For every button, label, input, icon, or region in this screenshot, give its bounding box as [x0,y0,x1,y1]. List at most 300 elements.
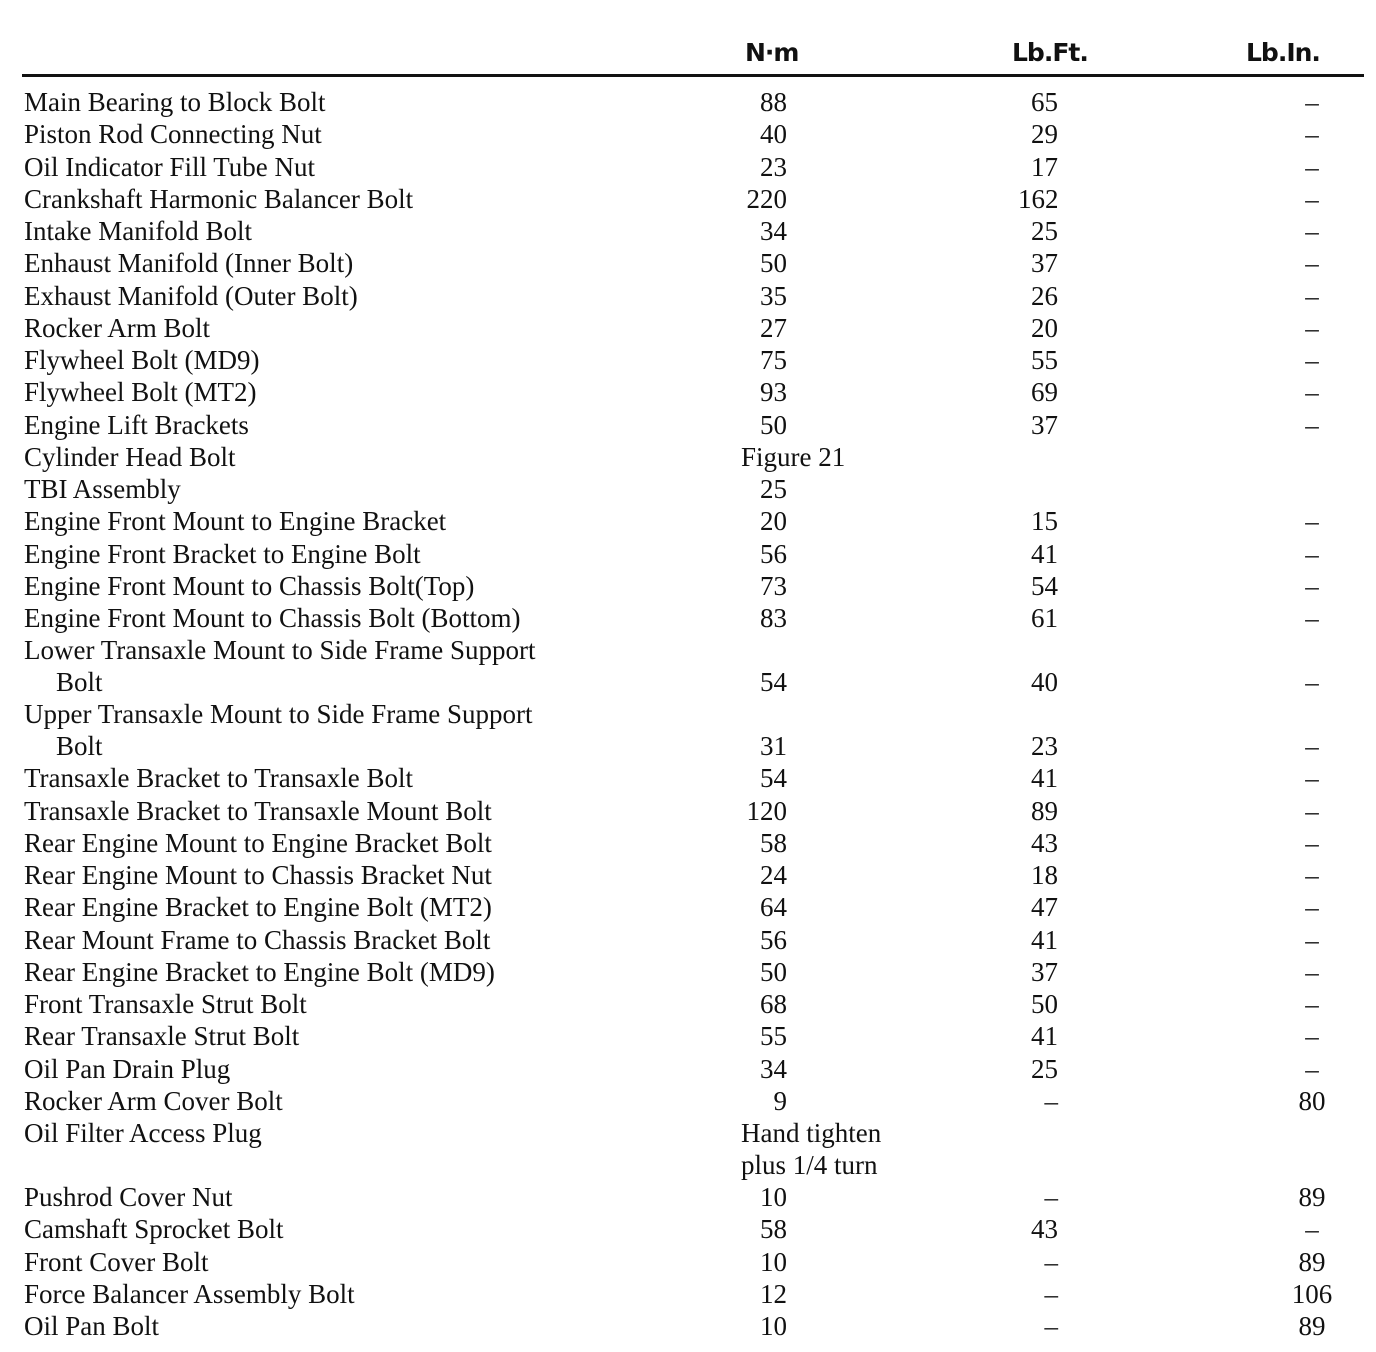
torque-nm-cell [724,473,1018,505]
torque-nm-cell [724,247,1018,279]
torque-lbft-value: 17 [1031,151,1058,182]
torque-lbft-value: 37 [1031,248,1058,279]
torque-lbft-cell [1018,762,1252,794]
torque-lbin-cell [1252,183,1372,215]
torque-nm-note: Hand tighten [741,1118,882,1148]
table-row [24,634,1372,698]
fastener-description [24,409,724,441]
table-row [24,473,1372,505]
torque-lbin-value: – [1305,1053,1319,1084]
torque-lbin-cell [1252,1020,1372,1052]
torque-lbft-value: 41 [1031,924,1058,955]
table-row [24,247,1372,279]
fastener-description-text: Rocker Arm Bolt [24,312,210,343]
torque-lbin-cell [1252,247,1372,279]
torque-lbft-cell [1018,344,1252,376]
torque-nm-cell [724,1020,1018,1052]
fastener-description-text: Rear Engine Bracket to Engine Bolt (MT2) [24,892,492,923]
table-row [24,1310,1372,1342]
fastener-description-text: Enhaust Manifold (Inner Bolt) [24,248,354,279]
torque-lbin-value: 89 [1298,1246,1326,1277]
torque-lbft-cell [1018,312,1252,344]
torque-nm-value: 56 [760,538,787,569]
torque-lbin-cell [1252,538,1372,570]
torque-lbin-value: 80 [1298,1085,1326,1116]
torque-nm-value: 20 [760,506,787,537]
torque-lbft-value: 37 [1031,956,1058,987]
table-row [24,376,1372,408]
torque-lbft-value: – [1044,1085,1058,1116]
torque-lbin-cell [1252,151,1372,183]
fastener-description-text: Intake Manifold Bolt [24,216,252,246]
fastener-description-text: Rocker Arm Cover Bolt [24,1085,283,1116]
torque-nm-cell [724,312,1018,344]
torque-lbin-value: – [1305,409,1319,440]
torque-lbft-value: – [1044,1278,1058,1309]
fastener-description [24,1213,724,1245]
torque-nm-cell [724,183,1018,215]
table-row [24,762,1372,794]
torque-lbin-value: – [1305,603,1319,633]
torque-lbft-value: 61 [1031,603,1058,633]
torque-lbin-cell [1252,762,1372,794]
torque-nm-value: 54 [760,667,787,698]
torque-lbft-cell [1018,1117,1252,1181]
table-row [24,698,1372,762]
table-row [24,538,1372,570]
torque-lbft-cell [1018,1213,1252,1245]
torque-nm-cell [724,1213,1018,1245]
torque-lbft-value: 54 [1031,570,1058,601]
torque-lbin-value: – [1305,216,1319,246]
torque-lbft-cell [1018,473,1252,505]
torque-lbft-cell [1018,376,1252,408]
torque-lbin-value: – [1305,280,1319,311]
table-row [24,1085,1372,1117]
torque-nm-value: 120 [746,795,787,826]
fastener-description [24,795,724,827]
torque-lbft-value: 69 [1031,377,1058,408]
fastener-description-text: Cylinder Head Bolt [24,441,236,472]
torque-nm-cell [724,118,1018,150]
torque-nm-value: 27 [760,312,787,343]
fastener-description [24,1020,724,1052]
torque-lbft-value: 40 [1031,667,1058,698]
torque-lbin-cell [1252,1053,1372,1085]
torque-lbft-cell [1018,924,1252,956]
fastener-description-text: Front Transaxle Strut Bolt [24,989,307,1019]
torque-lbft-cell [1018,118,1252,150]
fastener-description [24,118,724,150]
table-row [24,891,1372,923]
torque-lbft-value: 37 [1031,409,1058,440]
torque-lbft-cell [1018,988,1252,1020]
table-row [24,215,1372,247]
fastener-description [24,1310,724,1342]
table-row [24,441,1372,473]
table-row [24,1053,1372,1085]
torque-lbin-value: – [1305,860,1319,890]
torque-lbft-value: 43 [1031,827,1058,858]
fastener-description [24,859,724,891]
torque-lbin-cell [1252,956,1372,988]
torque-lbin-value: – [1305,538,1319,569]
header-lb-in: Lb.In. [1246,38,1320,67]
fastener-description [24,538,724,570]
torque-lbft-cell [1018,827,1252,859]
torque-lbft-cell [1018,505,1252,537]
torque-nm-value: 55 [760,1021,787,1052]
fastener-description-text: Lower Transaxle Mount to Side Frame Support [24,635,536,666]
torque-lbin-cell [1252,280,1372,312]
fastener-description [24,988,724,1020]
torque-lbin-value: – [1305,87,1319,117]
torque-lbft-cell [1018,1278,1252,1310]
table-row [24,602,1372,634]
fastener-description [24,1085,724,1117]
fastener-description [24,1117,724,1181]
torque-lbin-cell [1252,1246,1372,1278]
torque-lbin-value: – [1305,151,1319,182]
torque-lbin-value: – [1305,956,1319,987]
torque-nm-cell [724,924,1018,956]
torque-lbft-cell [1018,151,1252,183]
fastener-description-text: TBI Assembly [24,474,181,504]
torque-lbin-cell [1252,1310,1372,1342]
fastener-description-text: Engine Front Mount to Chassis Bolt(Top) [24,570,475,601]
table-row [24,827,1372,859]
torque-lbft-value: 25 [1031,216,1058,246]
table-row [24,409,1372,441]
fastener-description [24,344,724,376]
torque-lbft-value: 65 [1031,87,1058,117]
fastener-description-text: Upper Transaxle Mount to Side Frame Support [24,699,533,730]
fastener-description [24,247,724,279]
torque-nm-value: 93 [760,377,787,408]
torque-lbft-cell [1018,86,1252,118]
torque-nm-value: 73 [760,570,787,601]
torque-nm-value: 34 [760,216,787,246]
torque-nm-value: 58 [760,1214,787,1245]
torque-nm-cell [724,827,1018,859]
fastener-description-text: Rear Mount Frame to Chassis Bracket Bolt [24,924,491,955]
fastener-description-text: Engine Front Mount to Engine Bracket [24,506,447,537]
table-row [24,312,1372,344]
torque-nm-value: 9 [773,1085,787,1116]
torque-lbin-value: 106 [1291,1278,1333,1309]
fastener-description-text: Flywheel Bolt (MT2) [24,377,257,408]
torque-lbft-cell [1018,570,1252,602]
torque-lbft-cell [1018,795,1252,827]
torque-nm-cell [724,441,1018,473]
torque-nm-cell [724,988,1018,1020]
fastener-description [24,956,724,988]
torque-lbft-value: 41 [1031,763,1058,794]
table-row [24,505,1372,537]
fastener-description-text: Oil Pan Drain Plug [24,1053,231,1084]
torque-nm-cell [724,956,1018,988]
torque-nm-cell [724,859,1018,891]
torque-nm-value: 34 [760,1053,787,1084]
torque-lbin-cell [1252,376,1372,408]
torque-lbin-cell [1252,827,1372,859]
fastener-description [24,1278,724,1310]
torque-lbft-cell [1018,1053,1252,1085]
table-row [24,1213,1372,1245]
torque-lbin-value: – [1305,1021,1319,1052]
torque-lbft-value: 20 [1031,312,1058,343]
header-nm: N·m [745,38,799,67]
torque-lbft-value: 23 [1031,731,1058,762]
table-row [24,795,1372,827]
torque-nm-value: 10 [760,1311,787,1341]
fastener-description-text: Front Cover Bolt [24,1246,209,1277]
torque-lbft-value: 41 [1031,538,1058,569]
torque-lbft-cell [1018,698,1252,762]
torque-lbin-value: – [1305,183,1319,214]
fastener-description-text: Pushrod Cover Nut [24,1182,233,1212]
fastener-description [24,183,724,215]
torque-lbin-value: – [1305,667,1319,698]
torque-lbft-cell [1018,1246,1252,1278]
torque-lbft-cell [1018,956,1252,988]
torque-lbin-value: – [1305,248,1319,279]
torque-lbft-cell [1018,441,1252,473]
torque-table [24,86,1372,1342]
torque-lbft-value: 18 [1031,860,1058,890]
torque-lbin-cell [1252,634,1372,698]
table-row [24,924,1372,956]
torque-lbft-value: 89 [1031,795,1058,826]
torque-nm-cell [724,1053,1018,1085]
torque-nm-cell [724,762,1018,794]
fastener-description-text: Oil Filter Access Plug [24,1118,262,1148]
torque-lbft-value: 55 [1031,345,1058,375]
torque-lbft-cell [1018,280,1252,312]
torque-lbft-value: 162 [1018,183,1059,214]
torque-nm-cell [724,602,1018,634]
torque-nm-note-continued: plus 1/4 turn [741,1150,878,1180]
torque-nm-value: 88 [760,87,787,117]
header-rule [22,74,1364,77]
torque-lbft-cell [1018,247,1252,279]
table-row [24,570,1372,602]
torque-lbin-cell [1252,409,1372,441]
torque-nm-cell [724,1278,1018,1310]
table-row [24,1117,1372,1181]
torque-nm-cell [724,1181,1018,1213]
fastener-description-text: Engine Front Mount to Chassis Bolt (Bottom) [24,603,521,633]
torque-lbin-cell [1252,441,1372,473]
torque-lbin-cell [1252,795,1372,827]
torque-nm-cell [724,1310,1018,1342]
torque-lbin-cell [1252,118,1372,150]
torque-nm-cell [724,505,1018,537]
fastener-description [24,924,724,956]
torque-lbft-value: 25 [1031,1053,1058,1084]
torque-lbft-cell [1018,634,1252,698]
torque-lbft-cell [1018,1181,1252,1213]
torque-lbft-cell [1018,409,1252,441]
fastener-description-text: Force Balancer Assembly Bolt [24,1278,355,1309]
table-row [24,118,1372,150]
torque-lbin-value: – [1305,731,1319,762]
torque-lbin-cell [1252,215,1372,247]
fastener-description [24,634,724,698]
torque-nm-cell [724,1085,1018,1117]
torque-lbin-cell [1252,344,1372,376]
torque-nm-cell [724,151,1018,183]
torque-nm-cell [724,698,1018,762]
torque-table-body [24,86,1372,1342]
torque-nm-value: 24 [760,860,787,890]
fastener-description [24,280,724,312]
torque-lbft-value: – [1044,1246,1058,1277]
torque-lbin-cell [1252,1117,1372,1181]
torque-lbin-value: – [1305,570,1319,601]
fastener-description-text: Rear Transaxle Strut Bolt [24,1021,300,1052]
fastener-description-continued: Bolt [56,667,103,698]
fastener-description [24,570,724,602]
torque-lbft-cell [1018,1310,1252,1342]
torque-nm-cell [724,538,1018,570]
fastener-description-text: Transaxle Bracket to Transaxle Mount Bolt [24,795,492,826]
torque-lbft-cell [1018,1085,1252,1117]
torque-lbin-value: – [1305,119,1319,150]
torque-lbft-value: 47 [1031,892,1058,923]
torque-nm-cell [724,634,1018,698]
fastener-description [24,312,724,344]
table-row [24,956,1372,988]
fastener-description [24,441,724,473]
torque-lbin-cell [1252,1213,1372,1245]
fastener-description-text: Main Bearing to Block Bolt [24,87,326,117]
torque-lbin-cell [1252,698,1372,762]
torque-lbin-cell [1252,1085,1372,1117]
torque-lbft-value: 26 [1031,280,1058,311]
torque-nm-cell [724,409,1018,441]
torque-lbin-value: 89 [1298,1311,1326,1341]
torque-nm-value: 12 [760,1278,787,1309]
fastener-description-text: Transaxle Bracket to Transaxle Bolt [24,763,413,794]
torque-lbin-value: – [1305,377,1319,408]
torque-lbin-cell [1252,570,1372,602]
fastener-description-text: Oil Pan Bolt [24,1311,160,1341]
torque-lbft-cell [1018,215,1252,247]
torque-nm-value: 40 [760,119,787,150]
torque-lbin-cell [1252,1181,1372,1213]
fastener-description-text: Engine Lift Brackets [24,409,249,440]
torque-lbft-value: 43 [1031,1214,1058,1245]
torque-nm-value: 50 [760,248,787,279]
torque-lbft-cell [1018,538,1252,570]
table-row [24,1278,1372,1310]
torque-nm-value: 56 [760,924,787,955]
torque-lbin-value: – [1305,345,1319,375]
torque-nm-value: 25 [760,474,787,504]
torque-lbin-cell [1252,859,1372,891]
fastener-description-text: Crankshaft Harmonic Balancer Bolt [24,183,414,214]
torque-nm-cell [724,570,1018,602]
torque-nm-cell [724,795,1018,827]
table-row [24,280,1372,312]
torque-nm-cell [724,891,1018,923]
torque-nm-cell [724,344,1018,376]
table-row [24,859,1372,891]
table-row [24,183,1372,215]
torque-lbft-cell [1018,1020,1252,1052]
fastener-description-continued: Bolt [56,731,103,762]
torque-lbft-value: 29 [1031,119,1058,150]
torque-nm-cell [724,376,1018,408]
fastener-description [24,1181,724,1213]
torque-lbft-cell [1018,859,1252,891]
torque-lbft-value: 50 [1031,989,1058,1019]
torque-nm-value: 23 [760,151,787,182]
torque-lbin-cell [1252,924,1372,956]
torque-lbft-value: 15 [1031,506,1058,537]
torque-lbft-cell [1018,891,1252,923]
torque-nm-cell [724,215,1018,247]
fastener-description-text: Camshaft Sprocket Bolt [24,1214,284,1245]
torque-lbin-cell [1252,602,1372,634]
table-row [24,1181,1372,1213]
torque-lbin-value: – [1305,506,1319,537]
fastener-description [24,762,724,794]
torque-lbft-value: 41 [1031,1021,1058,1052]
torque-lbin-cell [1252,891,1372,923]
torque-nm-cell [724,86,1018,118]
fastener-description-text: Flywheel Bolt (MD9) [24,345,260,375]
torque-nm-cell [724,1246,1018,1278]
fastener-description [24,151,724,183]
torque-nm-value: 50 [760,409,787,440]
torque-lbin-cell [1252,1278,1372,1310]
torque-lbin-value: – [1305,827,1319,858]
torque-nm-cell [724,1117,1018,1181]
fastener-description-text: Piston Rod Connecting Nut [24,119,322,150]
torque-lbin-value: – [1305,795,1319,826]
table-row [24,1020,1372,1052]
torque-nm-value: 50 [760,956,787,987]
torque-nm-value: 220 [746,183,787,214]
torque-lbin-value: – [1305,763,1319,794]
torque-nm-cell [724,280,1018,312]
torque-nm-value: 31 [760,731,787,762]
torque-nm-value: 10 [760,1182,787,1212]
fastener-description-text: Rear Engine Mount to Chassis Bracket Nut [24,860,492,890]
table-row [24,1246,1372,1278]
torque-lbin-cell [1252,473,1372,505]
fastener-description-text: Rear Engine Bracket to Engine Bolt (MD9) [24,956,495,987]
torque-lbft-cell [1018,602,1252,634]
fastener-description [24,891,724,923]
fastener-description [24,1053,724,1085]
fastener-description-text: Oil Indicator Fill Tube Nut [24,151,316,182]
torque-nm-value: 75 [760,345,787,375]
fastener-description [24,698,724,762]
torque-lbft-value: – [1044,1182,1058,1212]
header-lb-ft: Lb.Ft. [1012,38,1088,67]
table-row [24,988,1372,1020]
fastener-description [24,215,724,247]
torque-lbin-value: – [1305,924,1319,955]
fastener-description [24,827,724,859]
torque-lbin-cell [1252,86,1372,118]
fastener-description-text: Engine Front Bracket to Engine Bolt [24,538,421,569]
torque-lbin-value: – [1305,892,1319,923]
torque-lbin-value: – [1305,1214,1319,1245]
